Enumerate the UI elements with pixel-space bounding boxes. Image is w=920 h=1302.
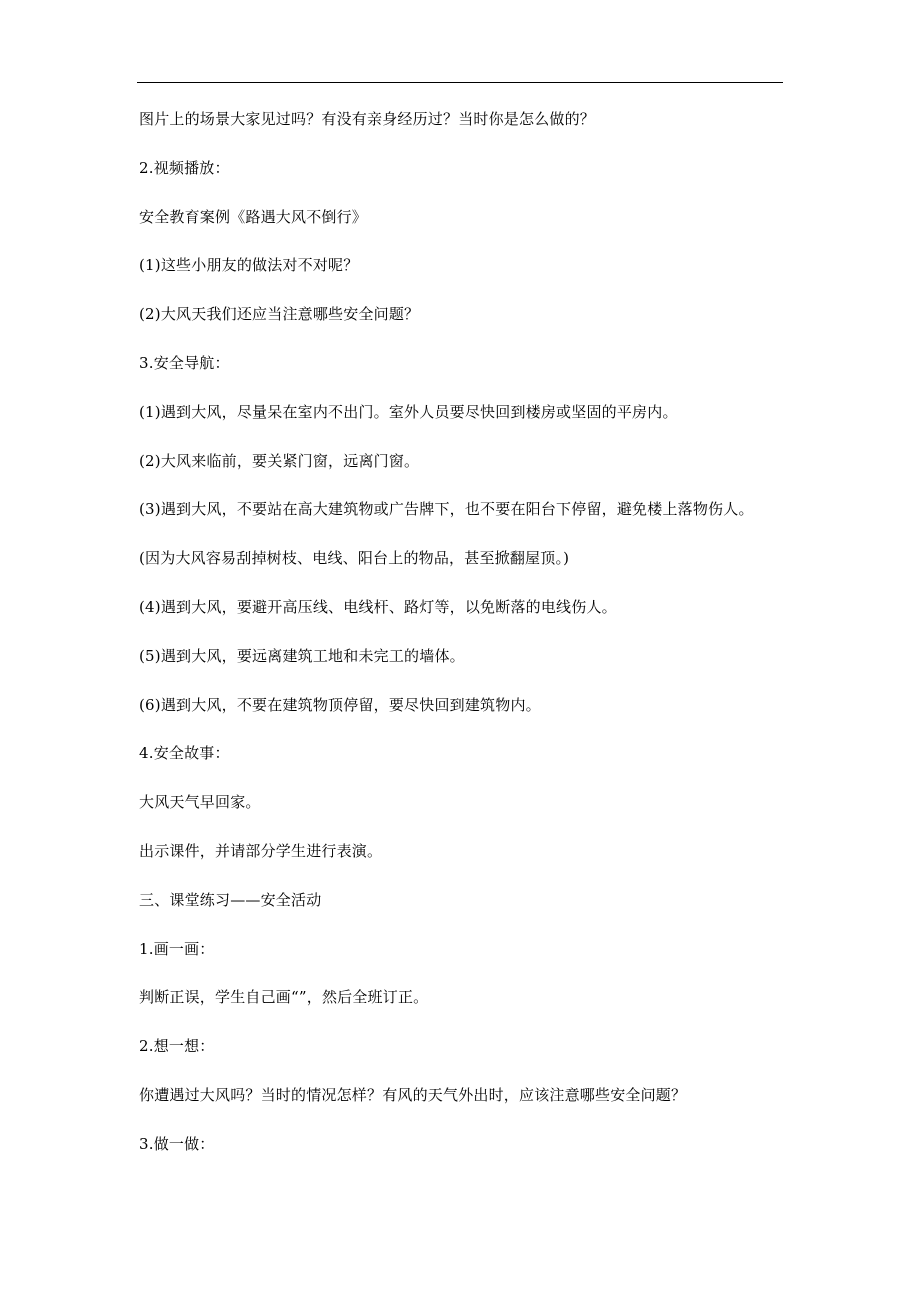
guide-item-3-note: (因为大风容易刮掉树枝、电线、阳台上的物品，甚至掀翻屋顶。) xyxy=(139,549,570,568)
paragraph-case-title: 安全教育案例《路遇大风不倒行》 xyxy=(139,207,368,226)
paragraph-draw-instruction: 判断正误，学生自己画“”，然后全班订正。 xyxy=(139,988,429,1007)
guide-item-1: (1)遇到大风，尽量呆在室内不出门。室外人员要尽快回到楼房或坚固的平房内。 xyxy=(139,402,678,421)
guide-item-5: (5)遇到大风，要远离建筑工地和未完工的墙体。 xyxy=(139,646,465,665)
question-1: (1)这些小朋友的做法对不对呢？ xyxy=(139,256,359,275)
guide-item-4: (4)遇到大风，要避开高压线、电线杆、路灯等，以免断落的电线伤人。 xyxy=(139,597,617,616)
question-2: (2)大风天我们还应当注意哪些安全问题？ xyxy=(139,305,420,324)
heading-safety-guide: 3.安全导航： xyxy=(139,353,230,372)
heading-think: 2.想一想： xyxy=(139,1037,215,1056)
paragraph-think-question: 你遭遇过大风吗？当时的情况怎样？有风的天气外出时，应该注意哪些安全问题？ xyxy=(139,1085,687,1104)
section-heading-classroom-practice: 三、课堂练习——安全活动 xyxy=(139,890,322,909)
header-rule xyxy=(137,82,783,83)
document-body xyxy=(139,108,799,1182)
heading-video-playback: 2.视频播放： xyxy=(139,158,230,177)
paragraph-story-title: 大风天气早回家。 xyxy=(139,793,261,812)
heading-safety-story: 4.安全故事： xyxy=(139,744,230,763)
heading-draw: 1.画一画： xyxy=(139,939,215,958)
heading-do: 3.做一做： xyxy=(139,1134,215,1153)
guide-item-2: (2)大风来临前，要关紧门窗，远离门窗。 xyxy=(139,451,420,470)
paragraph-scene-question: 图片上的场景大家见过吗？有没有亲身经历过？当时你是怎么做的？ xyxy=(139,110,596,128)
paragraph-story-activity: 出示课件，并请部分学生进行表演。 xyxy=(139,841,383,860)
guide-item-6: (6)遇到大风，不要在建筑物顶停留，要尽快回到建筑物内。 xyxy=(139,695,541,714)
guide-item-3: (3)遇到大风，不要站在高大建筑物或广告牌下，也不要在阳台下停留，避免楼上落物伤人。 xyxy=(139,500,754,519)
